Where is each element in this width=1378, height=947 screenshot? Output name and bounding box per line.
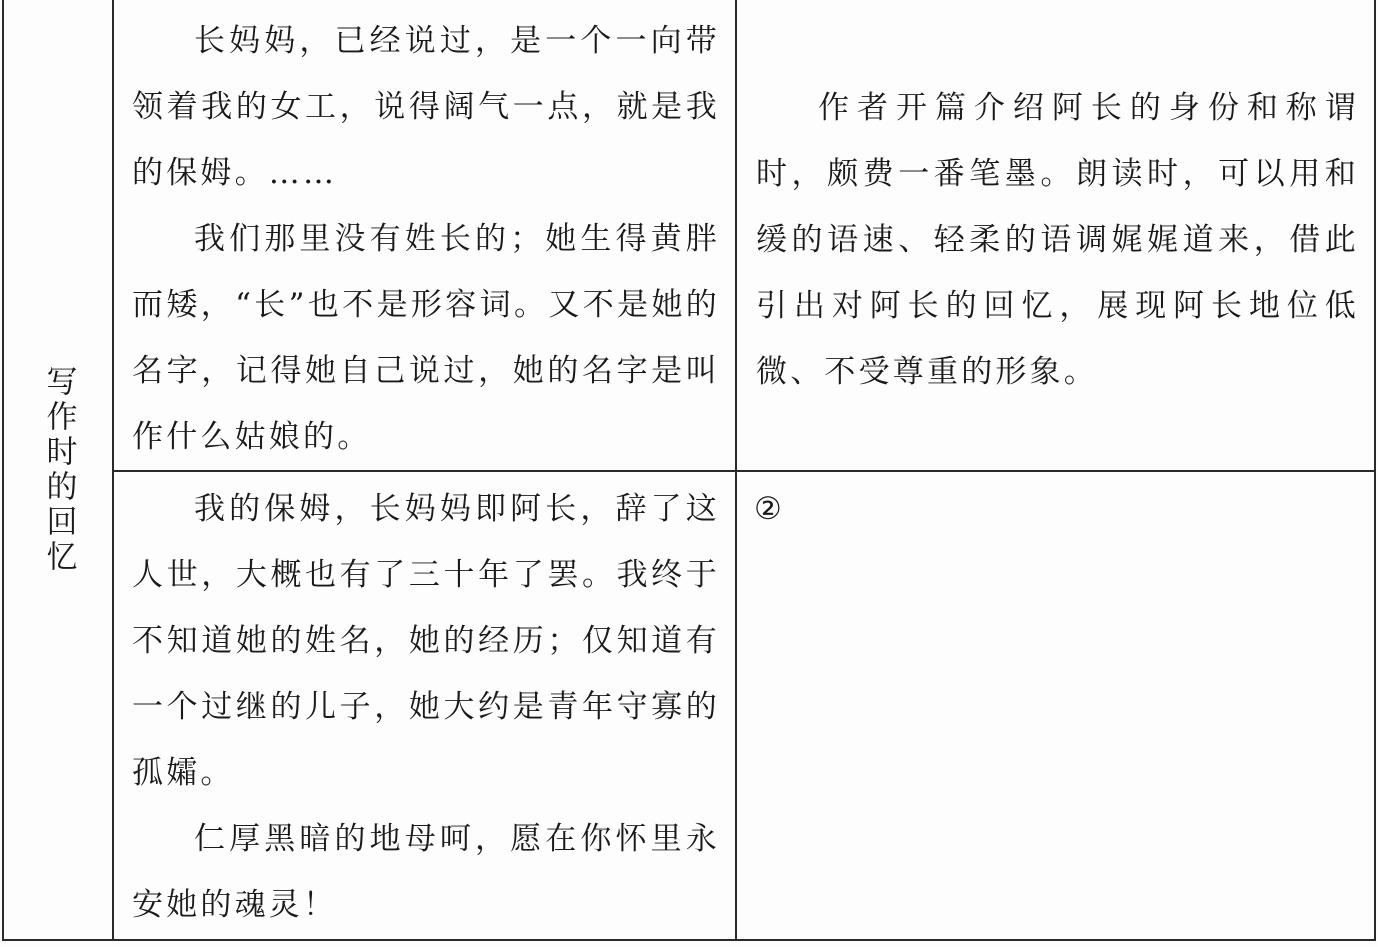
row2-paragraph: 仁厚黑暗的地母呵，愿在你怀里永安她的魂灵！: [132, 821, 720, 923]
answer-marker: ②: [754, 491, 785, 527]
table-row-divider: [112, 470, 1376, 472]
row-label: 写作时的回忆: [40, 364, 77, 575]
row1-comment-cell: [756, 75, 1359, 405]
row2-paragraph: 我的保姆，长妈妈即阿长，辞了这人世，大概也有了三十年了罢。我终于不知道她的姓名，她的经历；仅知道有一个过继的儿子，她大约是青年守寡的孤孀。: [132, 491, 720, 791]
table-border-bottom: [2, 939, 1376, 941]
row-label-cell: [4, 0, 112, 939]
row1-comment: 作者开篇介绍阿长的身份和称谓时，颇费一番笔墨。朗读时，可以用和缓的语速、轻柔的语调娓娓道来，借此引出对阿长的回忆，展现阿长地位低微、不受尊重的形象。: [756, 90, 1359, 390]
row1-text-cell: [132, 8, 720, 470]
row2-comment-cell: [754, 476, 1357, 542]
row2-text-cell: [132, 476, 720, 938]
row1-paragraph: 我们那里没有姓长的；她生得黄胖而矮，“长”也不是形容词。又不是她的名字，记得她自己说过，她的名字是叫作什么姑娘的。: [132, 221, 720, 455]
row1-paragraph: 长妈妈，已经说过，是一个一向带领着我的女工，说得阔气一点，就是我的保姆。……: [132, 23, 720, 191]
